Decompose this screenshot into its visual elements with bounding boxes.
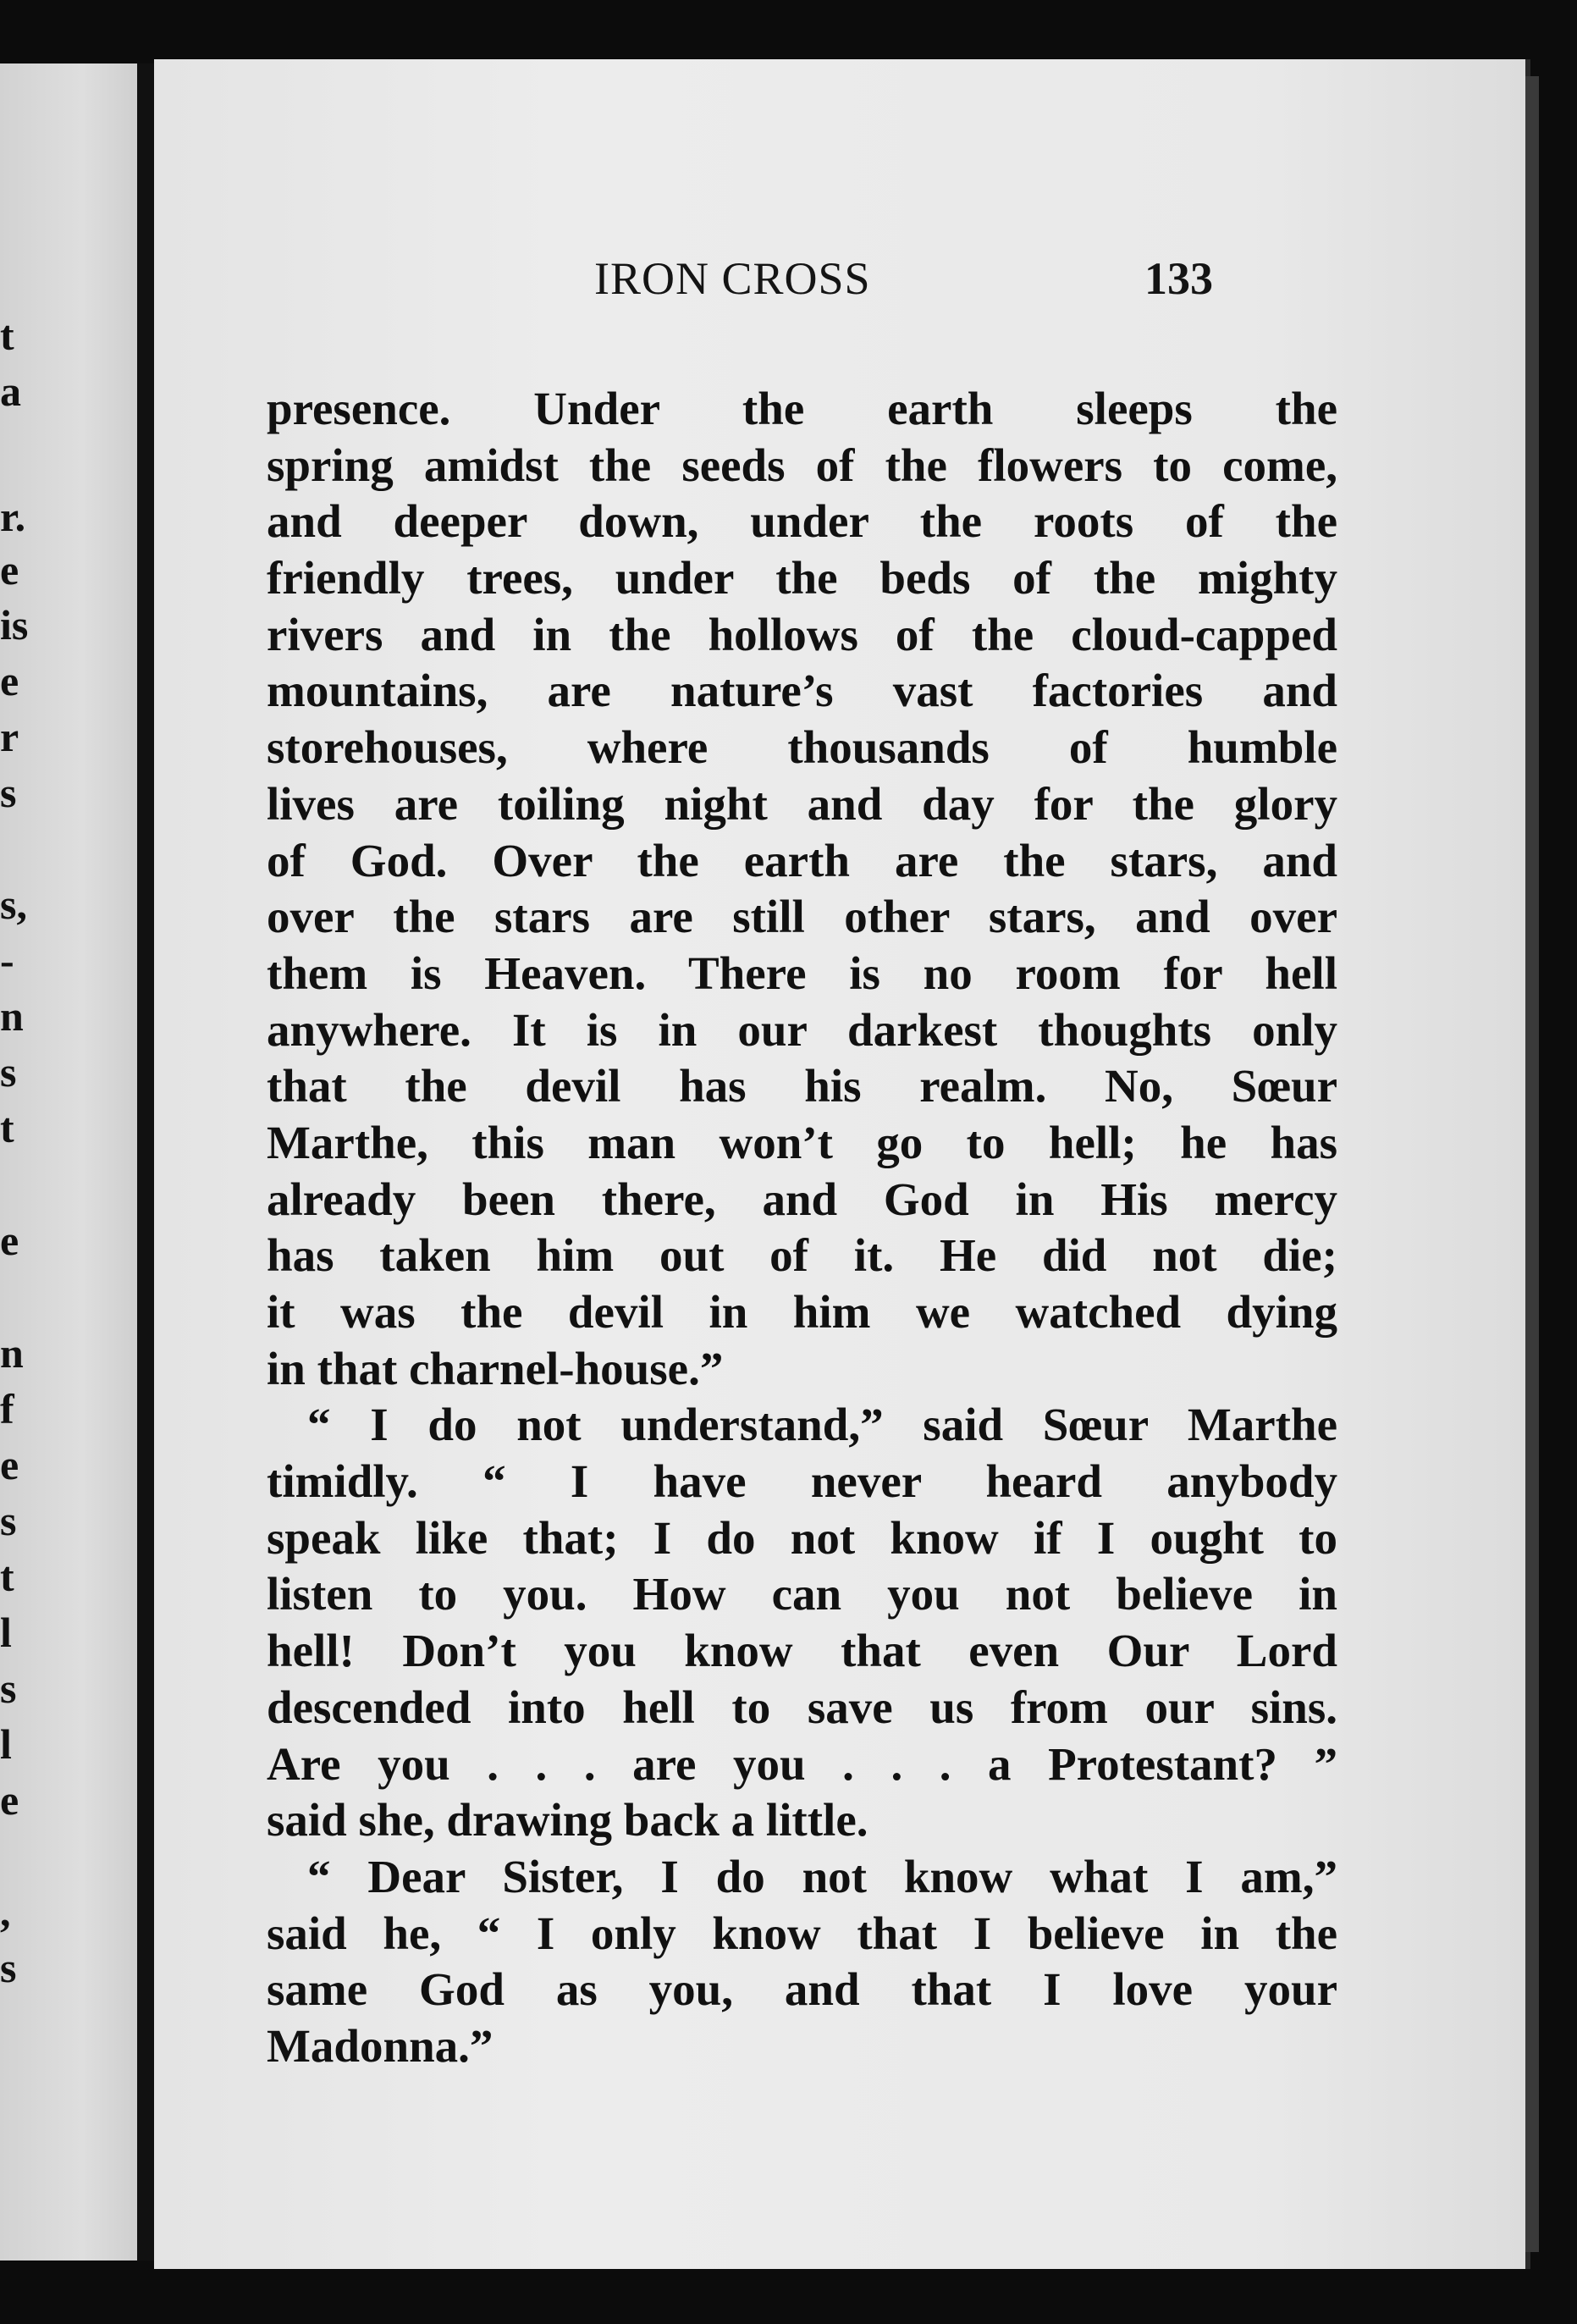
text-line: rivers and in the hollows of the cloud-capped (267, 608, 1337, 660)
line-end-fragment: s (0, 1664, 17, 1712)
text-line: of God. Over the earth are the stars, and (267, 834, 1337, 886)
text-line: listen to you. How can you not believe in (267, 1568, 1337, 1620)
text-line: same God as you, and that I love your (267, 1963, 1337, 2016)
text-line: presence. Under the earth sleeps the (267, 383, 1337, 434)
line-end-fragment: l (0, 1720, 12, 1768)
line-end-fragment: n (0, 1329, 24, 1377)
line-end-fragment: e (0, 1217, 19, 1264)
running-head (154, 252, 1525, 312)
line-end-fragment: - (0, 936, 14, 984)
line-end-fragment: s, (0, 880, 27, 928)
text-line: them is Heaven. There is no room for hell (267, 947, 1337, 999)
line-end-fragment: e (0, 657, 19, 704)
line-end-fragment: e (0, 1441, 19, 1488)
line-end-fragment: s (0, 769, 17, 816)
text-line: hell! Don’t you know that even Our Lord (267, 1625, 1337, 1677)
line-end-fragment: is (0, 601, 29, 649)
line-end-fragment: n (0, 992, 24, 1040)
text-line: and deeper down, under the roots of the (267, 495, 1337, 548)
line-end-fragment: t (0, 1553, 14, 1600)
running-title: IRON CROSS (594, 253, 871, 304)
line-end-fragment: r (0, 713, 19, 760)
line-end-fragment: f (0, 1385, 14, 1432)
text-line: timidly. “ I have never heard anybody (267, 1455, 1337, 1508)
text-line: over the stars are still other stars, and over (267, 891, 1337, 943)
text-line: anywhere. It is in our darkest thoughts only (267, 1003, 1337, 1056)
line-end-fragment: e (0, 546, 19, 593)
body-text (267, 381, 1337, 2075)
text-line: Marthe, this man won’t go to hell; he has (267, 1116, 1337, 1168)
previous-page-line-ends (0, 63, 34, 2261)
text-line: friendly trees, under the beds of the mighty (267, 552, 1337, 604)
line-end-fragment: s (0, 1048, 17, 1096)
line-end-fragment: t (0, 312, 14, 359)
line-end-fragment: s (0, 1497, 17, 1544)
line-end-fragment: s (0, 1944, 17, 1991)
text-line: storehouses, where thousands of humble (267, 721, 1337, 774)
page-edge (1525, 76, 1539, 2252)
text-line: has taken him out of it. He did not die; (267, 1229, 1337, 1282)
line-end-fragment: l (0, 1609, 12, 1656)
text-line: Are you . . . are you . . . a Protestant? ” (267, 1737, 1337, 1790)
book-gutter (137, 63, 154, 2261)
text-line: lives are toiling night and day for the glory (267, 777, 1337, 830)
line-end-fragment: r. (0, 493, 26, 540)
text-line: said she, drawing back a little. (267, 1794, 868, 1847)
text-line: mountains, are nature’s vast factories and (267, 665, 1337, 717)
text-line: spring amidst the seeds of the flowers to come, (267, 439, 1337, 491)
line-end-fragment: , (0, 1888, 11, 1935)
text-line: that the devil has his realm. No, Sœur (267, 1060, 1337, 1112)
text-line: “ Dear Sister, I do not know what I am,” (307, 1850, 1337, 1902)
text-line: “ I do not understand,” said Sœur Marthe (307, 1399, 1337, 1451)
text-line: speak like that; I do not know if I ought to (267, 1511, 1337, 1564)
text-line: descended into hell to save us from our sins. (267, 1681, 1337, 1733)
previous-page-fragment (0, 63, 137, 2261)
text-line: in that charnel-house.” (267, 1342, 724, 1394)
book-page (154, 59, 1525, 2269)
line-end-fragment: a (0, 367, 21, 415)
line-end-fragment: e (0, 1776, 19, 1824)
text-line: it was the devil in him we watched dying (267, 1286, 1337, 1338)
text-line: said he, “ I only know that I believe in the (267, 1907, 1337, 1959)
line-end-fragment: t (0, 1104, 14, 1151)
page-number: 133 (1144, 253, 1213, 304)
text-line: already been there, and God in His mercy (267, 1173, 1337, 1225)
text-line: Madonna.” (267, 2019, 494, 2072)
